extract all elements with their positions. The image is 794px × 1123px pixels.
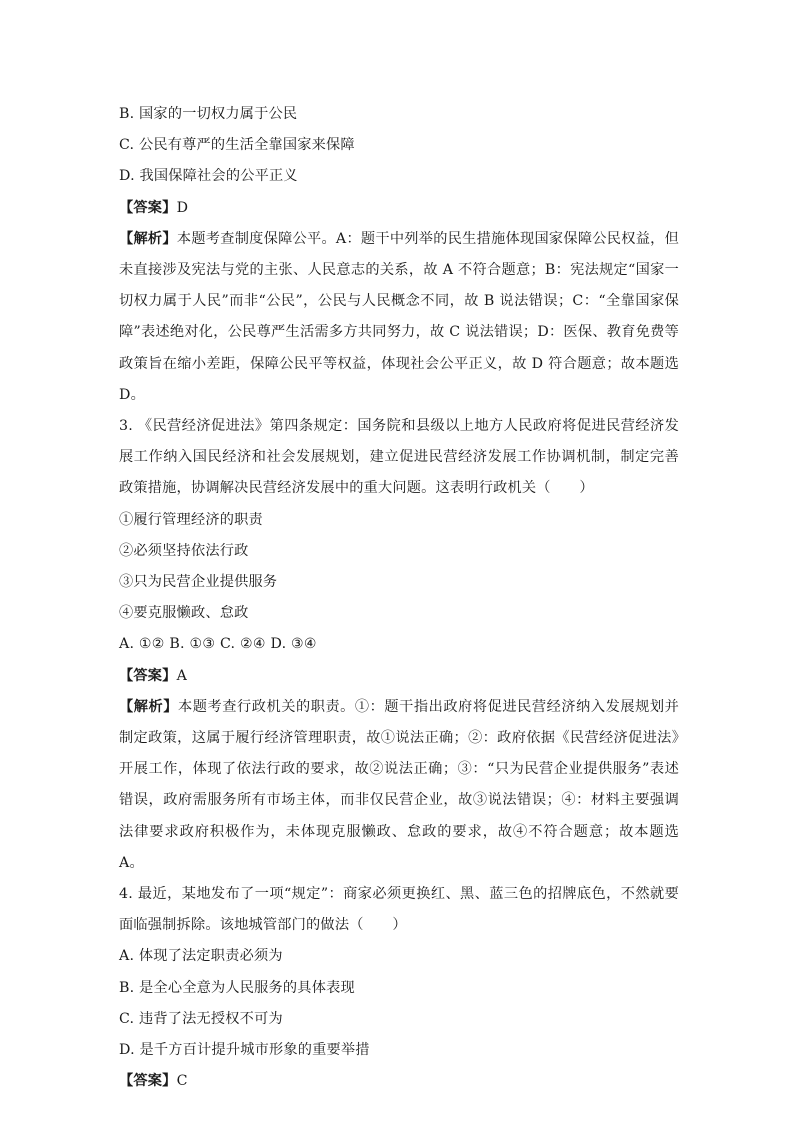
answer-value: D: [176, 199, 189, 216]
q2-answer: [119, 193, 679, 224]
answer-tag: 【答案】: [119, 667, 177, 684]
q2-analysis: [119, 224, 679, 411]
answer-tag: 【答案】: [119, 199, 177, 216]
q4-option-a: A. 体现了法定职责必须为: [119, 948, 283, 965]
q4-answer: [119, 1066, 679, 1097]
q2-option-d: D. 我国保障社会的公平正义: [119, 168, 298, 185]
q2-option-c: C. 公民有尊严的生活全靠国家来保障: [119, 137, 355, 154]
q4-stem: 4. 最近，某地发布了一项“规定”：商家必须更换红、黑、蓝三色的招牌底色，不然就要面临强制拆除。该地城管部门的做法（ ）: [119, 885, 679, 934]
q3-item-3: ③只为民营企业提供服务: [119, 573, 278, 590]
q2-option-b: B. 国家的一切权力属于公民: [119, 106, 298, 122]
answer-value: C: [176, 1073, 188, 1090]
answer-value: A: [176, 667, 188, 684]
q3-item-4: ④要克服懒政、怠政: [119, 605, 249, 622]
analysis-text: 本题考查制度保障公平。A：题干中列举的民生措施体现国家保障公民权益，但未直接涉及宪法与党的主张、人民意志的关系，故 A 不符合题意；B：宪法规定“国家一切权力属于人民”而非“公民”，公民与人民概念不同，故 B 说法错误；C：“全靠国家保障”表述绝对化，公民尊严生活需多方共同努力，故 C 说法错误；D：医保、教育免费等政策旨在缩小差距，保障公民平等权益，体现社会公平正义，故 D 符合题意；故本题选 D。: [119, 230, 679, 403]
q3-item-2: ②必须坚持依法行政: [119, 542, 249, 559]
q3-stem: 3. 《民营经济促进法》第四条规定：国务院和县级以上地方人民政府将促进民营经济发展工作纳入国民经济和社会发展规划，建立促进民营经济发展工作协调机制，制定完善政策措施，协调解决民营经济发展中的重大问题。这表明行政机关（ ）: [119, 417, 679, 497]
analysis-tag: 【解析】: [119, 230, 177, 247]
answer-tag: 【答案】: [119, 1073, 177, 1090]
document-page: [119, 99, 679, 1097]
q3-options: A. ①② B. ①③ C. ②④ D. ③④: [119, 636, 317, 653]
q3-analysis: [119, 692, 679, 879]
q3-item-1: ①履行管理经济的职责: [119, 511, 263, 528]
q3-answer: [119, 661, 679, 692]
q4-option-d: D. 是千方百计提升城市形象的重要举措: [119, 1041, 370, 1058]
analysis-tag: 【解析】: [119, 698, 178, 715]
q4-option-c: C. 违背了法无授权不可为: [119, 1010, 283, 1027]
q4-option-b: B. 是全心全意为人民服务的具体表现: [119, 979, 355, 996]
analysis-text: 本题考查行政机关的职责。①：题干指出政府将促进民营经济纳入发展规划并制定政策，这属于履行经济管理职责，故①说法正确；②：政府依据《民营经济促进法》开展工作，体现了依法行政的要求，故②说法正确；③：“只为民营企业提供服务”表述错误，政府需服务所有市场主体，而非仅民营企业，故③说法错误；④：材料主要强调法律要求政府积极作为，未体现克服懒政、怠政的要求，故④不符合题意；故本题选 A。: [119, 698, 679, 871]
